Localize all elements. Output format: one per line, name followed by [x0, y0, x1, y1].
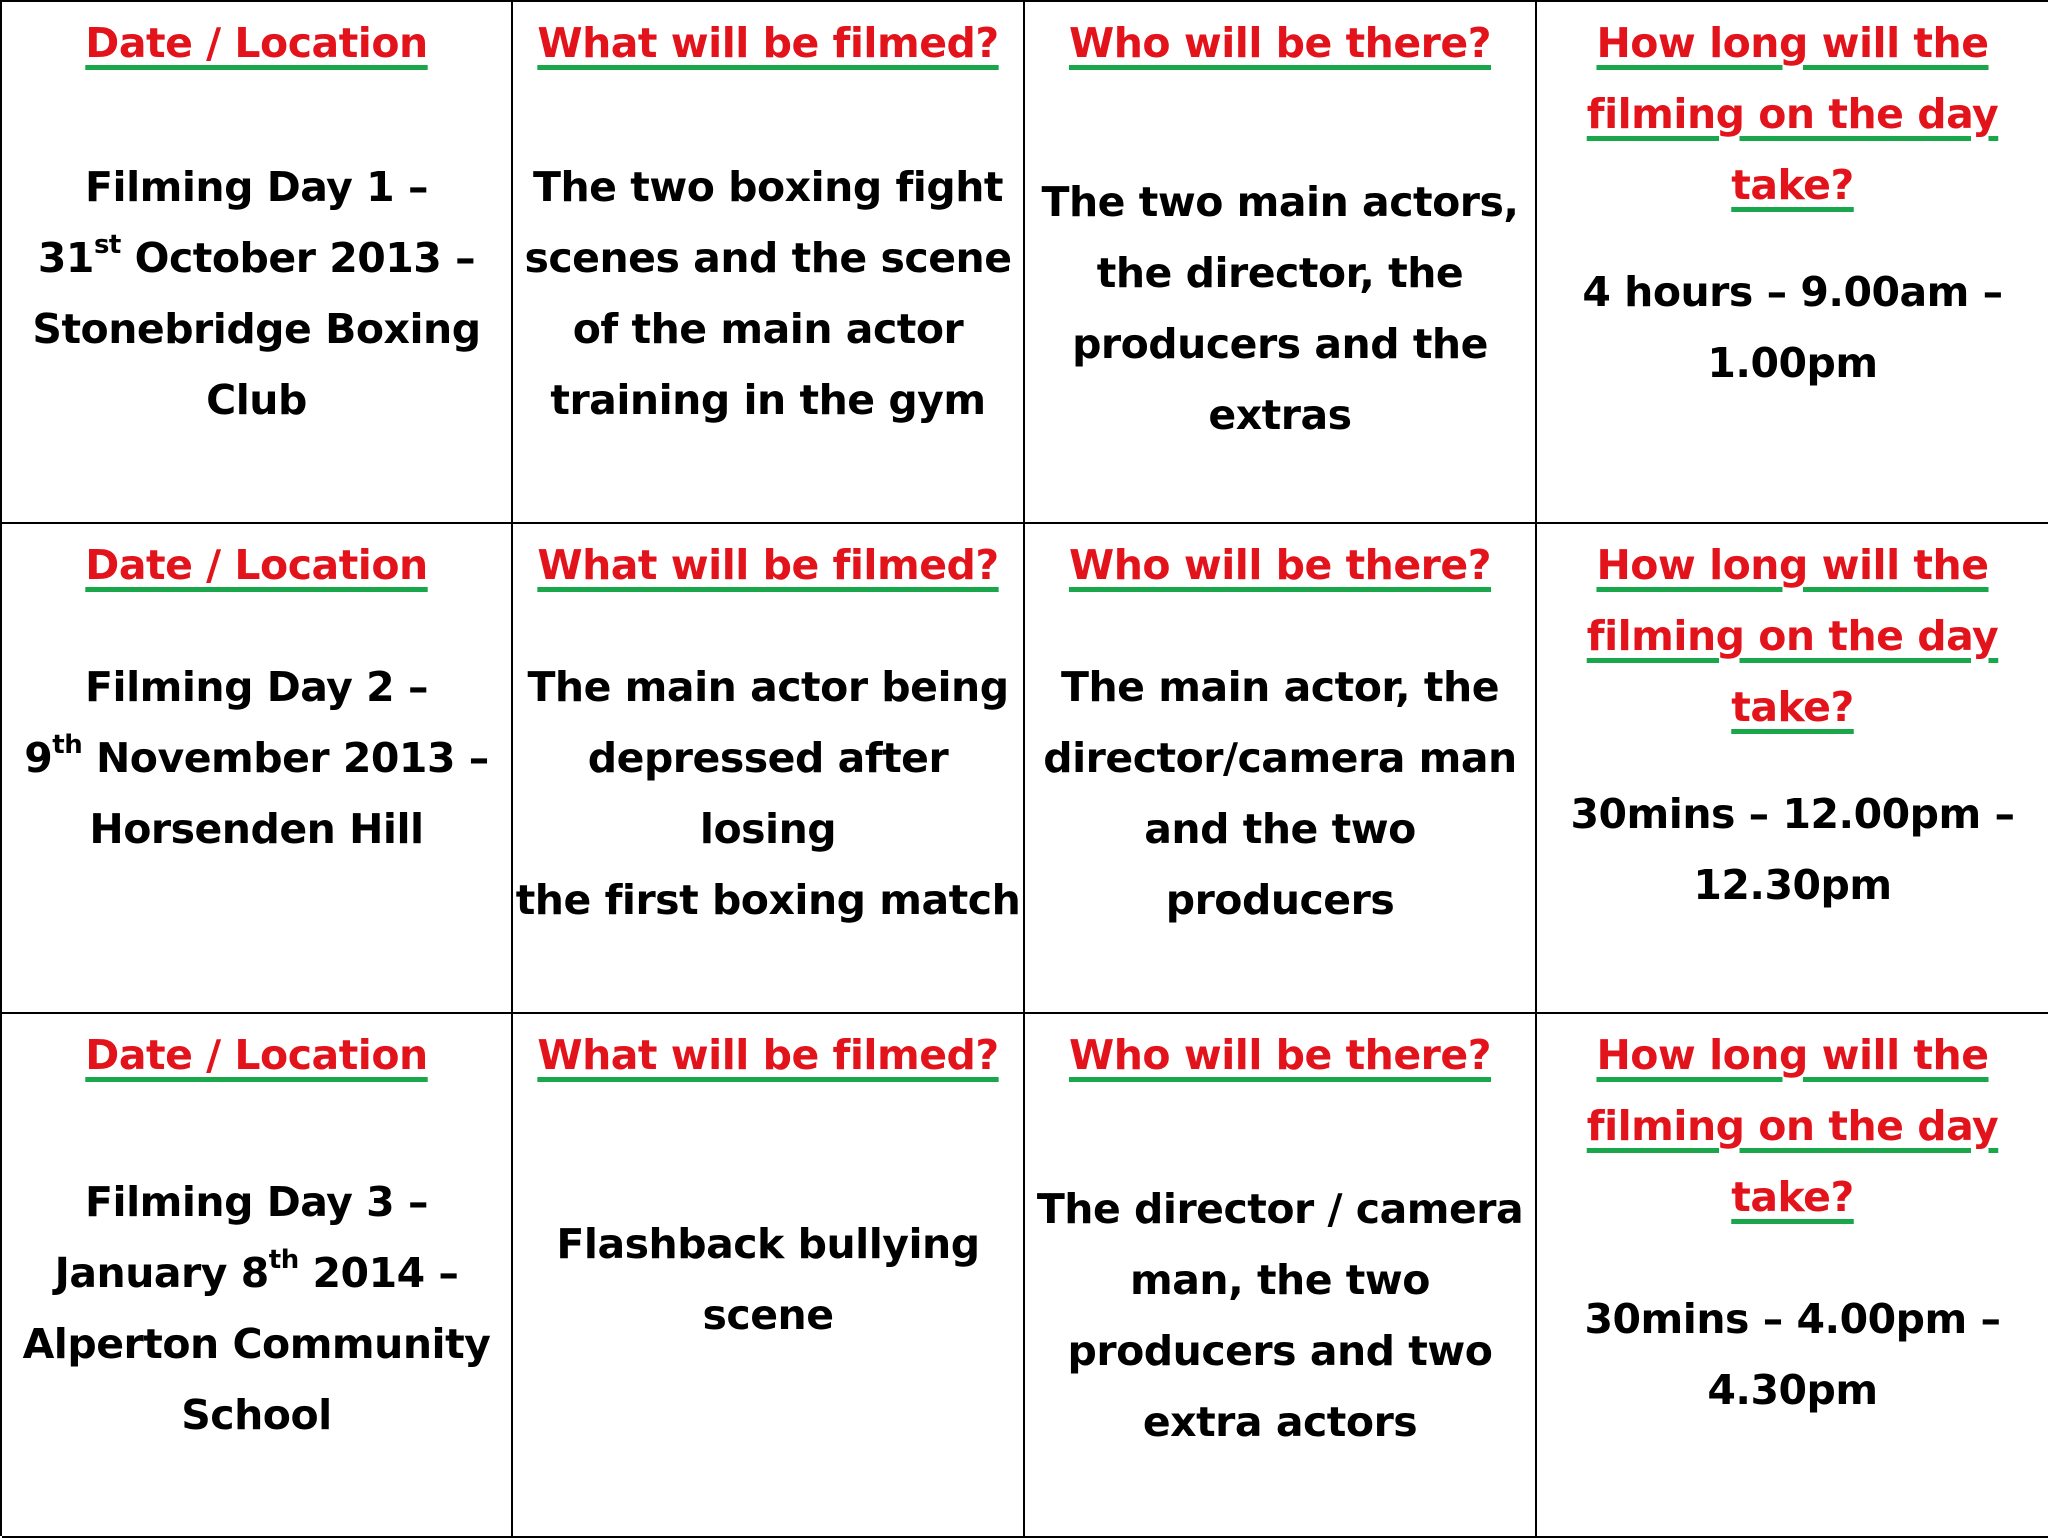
- how-long-heading: How long will the filming on the day take?: [1586, 541, 1999, 731]
- row1-what-filmed-text: The two boxing fight scenes and the scene of the main actor training in the gym: [524, 163, 1012, 424]
- how-long-heading: How long will the filming on the day take?: [1586, 19, 1999, 209]
- row3-duration-text: 30mins – 4.00pm – 4.30pm: [1584, 1295, 2001, 1414]
- who-there-heading: Who will be there?: [1068, 1031, 1491, 1079]
- who-there-heading: Who will be there?: [1068, 19, 1491, 67]
- date-location-heading: Date / Location: [85, 1031, 428, 1079]
- row1-who-there-text: The two main actors, the director, the producers and the extras: [1041, 178, 1519, 439]
- what-filmed-heading: What will be filmed?: [537, 19, 999, 67]
- row3-what-filmed-cell: [513, 1014, 1025, 1538]
- row1-duration-cell: [1537, 2, 2048, 524]
- row2-what-filmed-cell: [513, 524, 1025, 1014]
- row3-what-filmed-text: Flashback bullying scene: [556, 1220, 980, 1339]
- what-filmed-heading: What will be filmed?: [537, 1031, 999, 1079]
- row3-date-location-text: Filming Day 3 – January 8th 2014 – Alperton Community School: [22, 1178, 491, 1439]
- row1-date-location-text: Filming Day 1 – 31st October 2013 – Stonebridge Boxing Club: [32, 163, 481, 424]
- row3-duration-cell: [1537, 1014, 2048, 1538]
- row2-who-there-text: The main actor, the director/camera man and the two producers: [1043, 663, 1517, 924]
- date-location-heading: Date / Location: [85, 541, 428, 589]
- date-location-heading: Date / Location: [85, 19, 428, 67]
- row1-date-location-cell: [2, 2, 513, 524]
- who-there-heading: Who will be there?: [1068, 541, 1491, 589]
- row2-who-there-cell: [1025, 524, 1537, 1014]
- row3-who-there-text: The director / camera man, the two producers and two extra actors: [1036, 1185, 1524, 1446]
- row2-what-filmed-text: The main actor being depressed after losing the first boxing match: [515, 663, 1021, 924]
- row3-who-there-cell: [1025, 1014, 1537, 1538]
- how-long-heading: How long will the filming on the day take?: [1586, 1031, 1999, 1221]
- row2-duration-text: 30mins – 12.00pm – 12.30pm: [1570, 790, 2015, 909]
- row3-date-location-cell: [2, 1014, 513, 1538]
- row1-duration-text: 4 hours – 9.00am – 1.00pm: [1582, 268, 2003, 387]
- row1-who-there-cell: [1025, 2, 1537, 524]
- row2-date-location-text: Filming Day 2 – 9th November 2013 – Horsenden Hill: [24, 663, 489, 853]
- row2-date-location-cell: [2, 524, 513, 1014]
- row1-what-filmed-cell: [513, 2, 1025, 524]
- what-filmed-heading: What will be filmed?: [537, 541, 999, 589]
- row2-duration-cell: [1537, 524, 2048, 1014]
